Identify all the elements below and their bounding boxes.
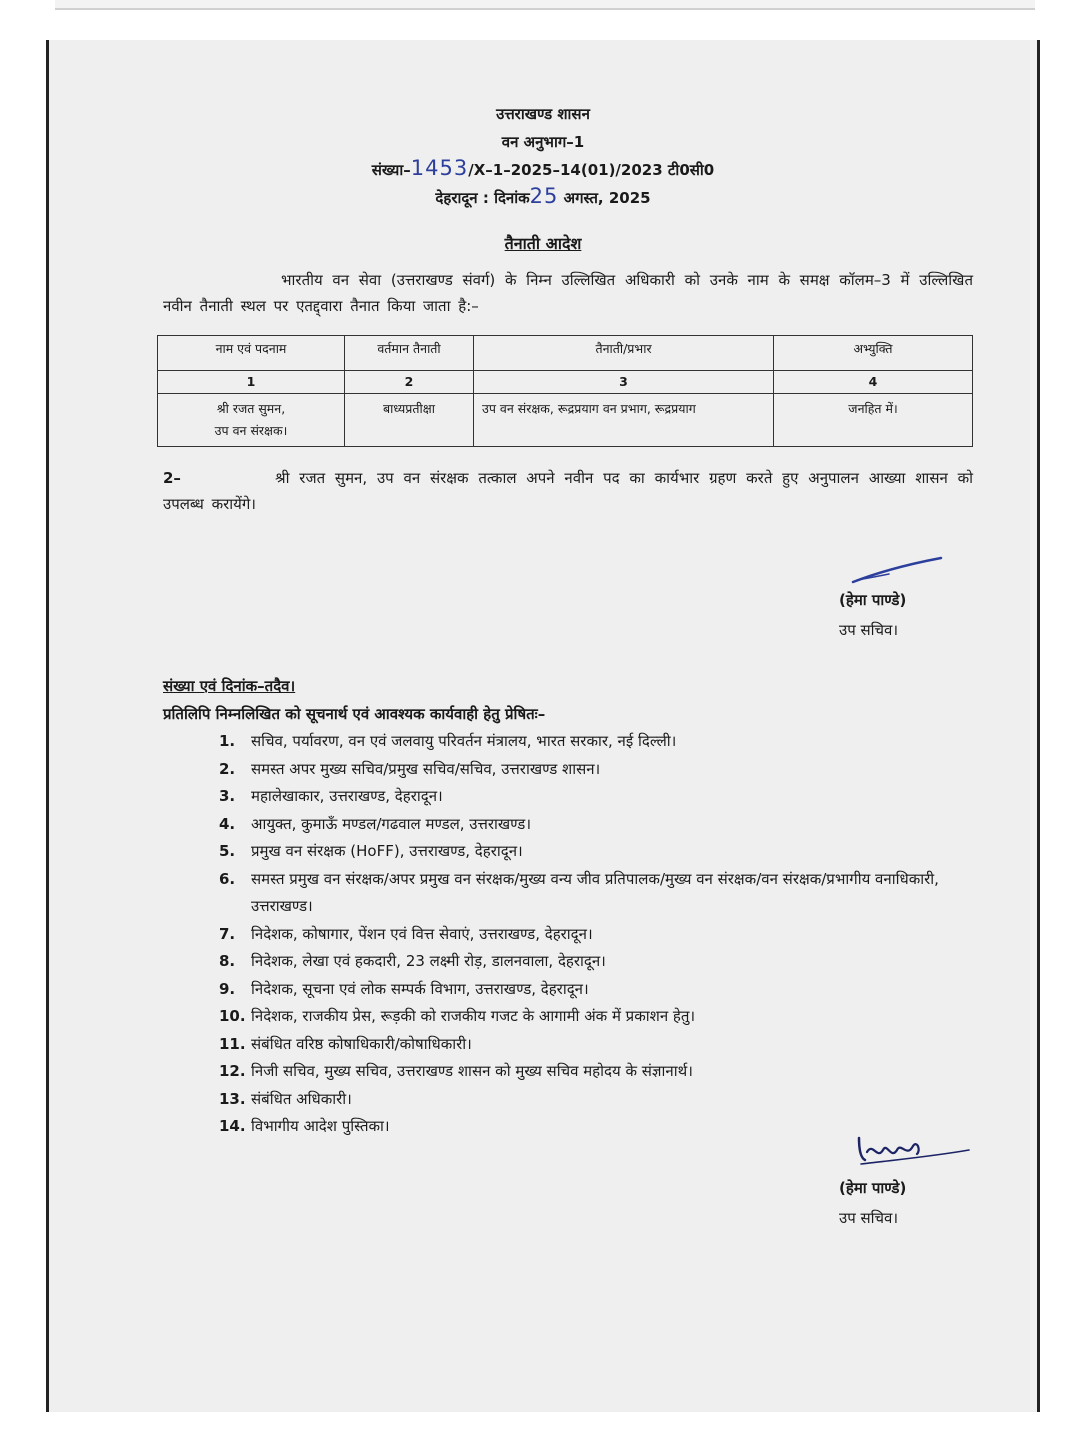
date-prefix: देहरादून : दिनांक bbox=[435, 189, 530, 207]
column-number: 1 bbox=[158, 371, 345, 394]
column-number: 2 bbox=[345, 371, 474, 394]
list-item bbox=[219, 921, 979, 949]
handwritten-signature-icon bbox=[855, 1130, 975, 1170]
reference-line bbox=[49, 156, 1037, 180]
remark-cell: जनहित में। bbox=[774, 394, 973, 447]
list-item-number: 13. bbox=[219, 1089, 246, 1108]
order-intro: भारतीय वन सेवा (उत्तराखण्ड संवर्ग) के निम्न उल्लिखित अधिकारी को उनके नाम के समक्ष कॉलम–3 में उल्लिखित नवीन तैनाती स्थल पर एतद्द्वारा तैनात किया जाता है:– bbox=[163, 271, 973, 315]
list-item-number: 2. bbox=[219, 759, 236, 778]
posting-table bbox=[157, 335, 973, 447]
header-name-designation: नाम एवं पदनाम bbox=[158, 336, 345, 371]
officer-designation: उप वन संरक्षक। bbox=[214, 423, 288, 438]
date-suffix: अगस्त, 2025 bbox=[563, 189, 651, 207]
list-item-text: निदेशक, राजकीय प्रेस, रूड़की को राजकीय गजट के आगामी अंक में प्रकाशन हेतु। bbox=[251, 1007, 696, 1025]
list-item-number: 11. bbox=[219, 1034, 246, 1053]
reference-number-handwritten: 1453 bbox=[410, 156, 469, 180]
copy-heading bbox=[163, 672, 545, 728]
current-posting-cell: बाध्यप्रतीक्षा bbox=[345, 394, 474, 447]
header-current-posting: वर्तमान तैनाती bbox=[345, 336, 474, 371]
reference-suffix: /X–1–2025–14(01)/2023 टी0सी0 bbox=[468, 161, 715, 179]
list-item-number: 8. bbox=[219, 952, 236, 970]
list-item-text: निदेशक, कोषागार, पेंशन एवं वित्त सेवाएं, उत्तराखण्ड, देहरादून। bbox=[251, 924, 593, 943]
list-item bbox=[219, 866, 979, 921]
copy-signatory-designation: उप सचिव। bbox=[839, 1209, 899, 1227]
list-item bbox=[219, 756, 979, 784]
document-page bbox=[46, 40, 1040, 1412]
point-2 bbox=[163, 465, 973, 517]
table-number-row bbox=[158, 371, 973, 394]
header-new-posting: तैनाती/प्रभार bbox=[474, 336, 774, 371]
list-item-text: सचिव, पर्यावरण, वन एवं जलवायु परिवर्तन मंत्रालय, भारत सरकार, नई दिल्ली। bbox=[251, 732, 677, 750]
list-item-number: 14. bbox=[219, 1117, 246, 1135]
list-item-number: 4. bbox=[219, 814, 236, 833]
reference-prefix: संख्या– bbox=[371, 161, 411, 179]
list-item bbox=[219, 783, 979, 811]
point-2-number: 2– bbox=[163, 469, 181, 487]
column-number: 4 bbox=[774, 371, 973, 394]
copy-recipient-list bbox=[219, 728, 979, 1141]
copy-signature-block bbox=[839, 1173, 906, 1233]
copy-signatory-name: (हेमा पाण्डे) bbox=[839, 1179, 907, 1197]
previous-page-edge bbox=[55, 0, 1035, 10]
government-heading: उत्तराखण्ड शासन bbox=[496, 105, 590, 123]
signature-stroke-icon bbox=[849, 556, 949, 586]
list-item-text: विभागीय आदेश पुस्तिका। bbox=[251, 1117, 390, 1135]
list-item-number: 6. bbox=[219, 869, 236, 888]
new-posting-cell: उप वन संरक्षक, रूद्रप्रयाग वन प्रभाग, रूद्रप्रयाग bbox=[474, 394, 774, 447]
list-item bbox=[219, 1003, 979, 1031]
signatory-designation: उप सचिव। bbox=[839, 621, 899, 639]
list-item-text: संबंधित वरिष्ठ कोषाधिकारी/कोषाधिकारी। bbox=[251, 1034, 472, 1053]
list-item bbox=[219, 728, 979, 756]
list-item-text: संबंधित अधिकारी। bbox=[251, 1089, 352, 1108]
list-item bbox=[219, 811, 979, 839]
list-item-text: निदेशक, लेखा एवं हकदारी, 23 लक्ष्मी रोड़, डालनवाला, देहरादून। bbox=[251, 952, 606, 970]
order-title: तैनाती आदेश bbox=[504, 234, 582, 253]
list-item-text: निजी सचिव, मुख्य सचिव, उत्तराखण्ड शासन को मुख्य सचिव महोदय के संज्ञानार्थ। bbox=[251, 1062, 693, 1080]
column-number: 3 bbox=[474, 371, 774, 394]
list-item-number: 3. bbox=[219, 787, 236, 805]
list-item bbox=[219, 1031, 979, 1059]
officer-name: श्री रजत सुमन, bbox=[216, 401, 286, 416]
list-item-text: आयुक्त, कुमाऊँ मण्डल/गढवाल मण्डल, उत्तराखण्ड। bbox=[251, 814, 532, 833]
table-header-row bbox=[158, 336, 973, 371]
list-item bbox=[219, 1086, 979, 1114]
list-item-text: प्रमुख वन संरक्षक (HoFF), उत्तराखण्ड, देहरादून। bbox=[251, 842, 523, 860]
list-item-text: निदेशक, सूचना एवं लोक सम्पर्क विभाग, उत्तराखण्ड, देहरादून। bbox=[251, 979, 589, 998]
date-day-handwritten: 25 bbox=[529, 184, 559, 208]
list-item-number: 5. bbox=[219, 842, 236, 860]
list-item bbox=[219, 838, 979, 866]
signature-block bbox=[839, 585, 906, 645]
header-remarks: अभ्युक्ति bbox=[774, 336, 973, 371]
list-item-number: 7. bbox=[219, 924, 236, 943]
list-item-text: समस्त प्रमुख वन संरक्षक/अपर प्रमुख वन संरक्षक/मुख्य वन्य जीव प्रतिपालक/मुख्य वन संरक्षक/वन संरक्षक/प्रभागीय वनाधिकारी, उत्तराखण्ड। bbox=[251, 869, 939, 915]
signatory-name: (हेमा पाण्डे) bbox=[839, 591, 907, 609]
list-item-number: 1. bbox=[219, 732, 236, 750]
table-row bbox=[158, 394, 973, 447]
list-item bbox=[219, 976, 979, 1004]
list-item-text: समस्त अपर मुख्य सचिव/प्रमुख सचिव/सचिव, उत्तराखण्ड शासन। bbox=[251, 759, 601, 778]
list-item bbox=[219, 948, 979, 976]
list-item bbox=[219, 1058, 979, 1086]
section-heading: वन अनुभाग–1 bbox=[501, 133, 585, 151]
date-line bbox=[49, 184, 1037, 208]
list-item-number: 10. bbox=[219, 1007, 246, 1025]
copy-to-line: प्रतिलिपि निम्नलिखित को सूचनार्थ एवं आवश्यक कार्यवाही हेतु प्रेषितः– bbox=[163, 705, 546, 723]
list-item-number: 9. bbox=[219, 979, 236, 998]
list-item-text: महालेखाकार, उत्तराखण्ड, देहरादून। bbox=[251, 787, 443, 805]
list-item-number: 12. bbox=[219, 1062, 246, 1080]
point-2-text: श्री रजत सुमन, उप वन संरक्षक तत्काल अपने नवीन पद का कार्यभार ग्रहण करते हुए अनुपालन आख्या शासन को उपलब्ध करायेंगे। bbox=[163, 469, 973, 513]
copy-reference-line: संख्या एवं दिनांक–तदैव। bbox=[163, 677, 296, 695]
officer-cell bbox=[158, 394, 345, 447]
